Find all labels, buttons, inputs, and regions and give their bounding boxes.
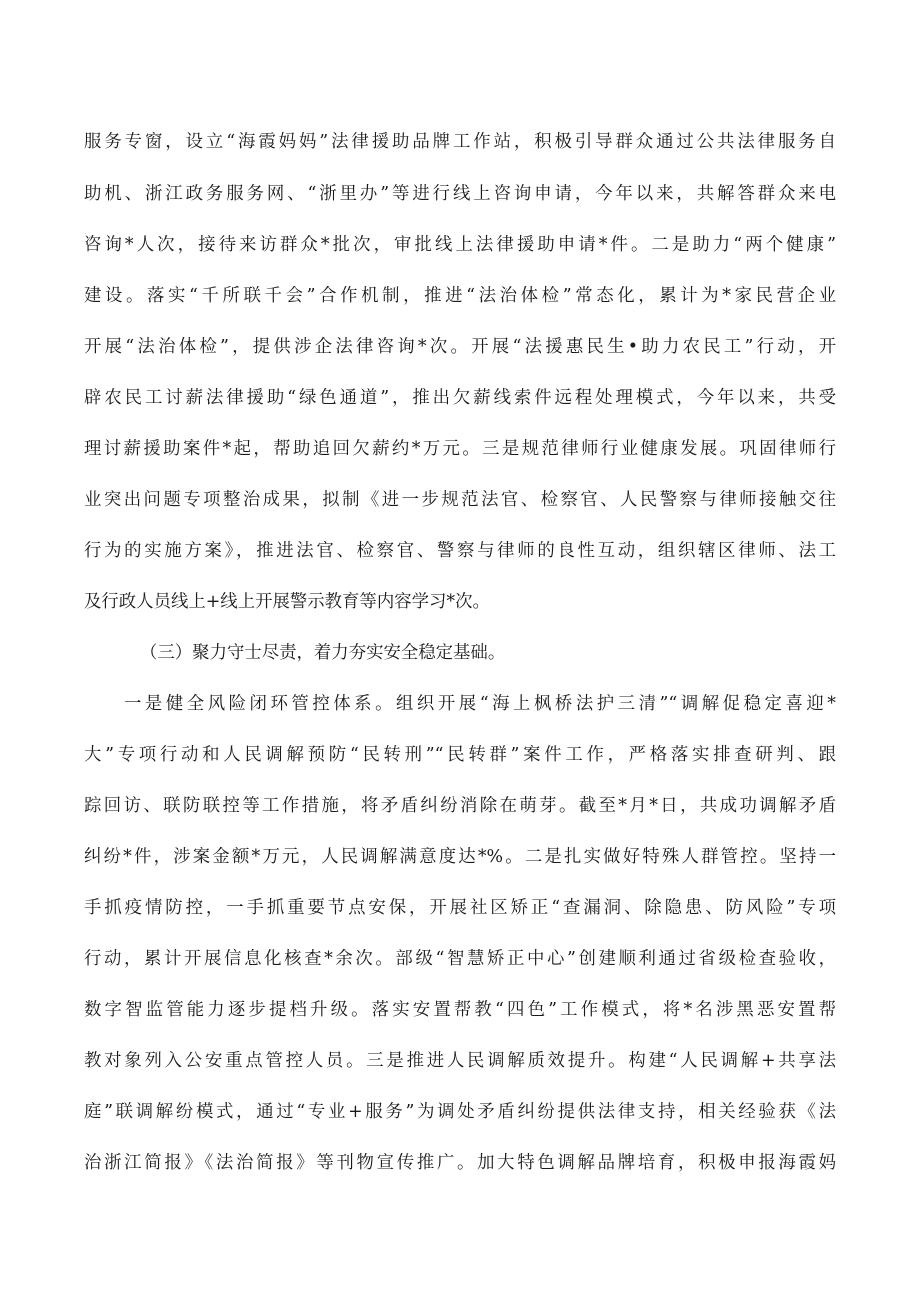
- paragraph-line: 理讨薪援助案件*起，帮助追回欠薪约*万元。三是规范律师行业健康发展。巩固律师行: [84, 439, 836, 459]
- paragraph-line: 咨询*人次，接待来访群众*批次，审批线上法律援助申请*件。二是助力“两个健康”: [84, 235, 836, 255]
- paragraph-line: 大”专项行动和人民调解预防“民转刑”“民转群”案件工作，严格落实排查研判、跟: [84, 745, 836, 765]
- paragraph-line: 一是健全风险闭环管控体系。组织开展“海上枫桥法护三清”“调解促稳定喜迎*: [124, 694, 836, 714]
- paragraph-line: 业突出问题专项整治成果，拟制《进一步规范法官、检察官、人民警察与律师接触交往: [84, 490, 836, 510]
- paragraph-line: 行为的实施方案》，推进法官、检察官、警察与律师的良性互动，组织辖区律师、法工: [84, 541, 836, 561]
- paragraph-line: 助机、浙江政务服务网、“浙里办”等进行线上咨询申请，今年以来，共解答群众来电: [84, 184, 836, 204]
- paragraph-line: 开展“法治体检”，提供涉企法律咨询*次。开展“法援惠民生•助力农民工”行动，开: [84, 337, 836, 357]
- paragraph-line: 庭”联调解纷模式，通过“专业+服务”为调处矛盾纠纷提供法律支持，相关经验获《法: [84, 1102, 836, 1122]
- paragraph-line: 及行政人员线上+线上开展警示教育等内容学习*次。: [84, 592, 490, 612]
- paragraph-line: 辟农民工讨薪法律援助“绿色通道”，推出欠薪线索件远程处理模式，今年以来，共受: [84, 388, 836, 408]
- paragraph-line: 治浙江简报》《法治简报》等刊物宣传推广。加大特色调解品牌培育，积极申报海霞妈: [84, 1153, 836, 1173]
- paragraph-line: 教对象列入公安重点管控人员。三是推进人民调解质效提升。构建“人民调解+共享法: [84, 1051, 836, 1071]
- paragraph-line: 踪回访、联防联控等工作措施，将矛盾纠纷消除在萌芽。截至*月*日，共成功调解矛盾: [84, 796, 836, 816]
- section-heading: （三）聚力守士尽责，着力夯实安全稳定基础。: [140, 643, 506, 663]
- paragraph-line: 行动，累计开展信息化核查*余次。部级“智慧矫正中心”创建顺利通过省级检查验收，: [84, 949, 836, 969]
- paragraph-line: 建设。落实“千所联千会”合作机制，推进“法治体检”常态化，累计为*家民营企业: [84, 286, 836, 306]
- paragraph-line: 服务专窗，设立“海霞妈妈”法律援助品牌工作站，积极引导群众通过公共法律服务自: [84, 132, 836, 152]
- paragraph-line: 数字智监管能力逐步提档升级。落实安置帮教“四色”工作模式，将*名涉黑恶安置帮: [84, 1000, 836, 1020]
- paragraph-line: 纠纷*件，涉案金额*万元，人民调解满意度达*%。二是扎实做好特殊人群管控。坚持一: [84, 847, 836, 867]
- paragraph-line: 手抓疫情防控，一手抓重要节点安保，开展社区矫正“查漏洞、除隐患、防风险”专项: [84, 898, 836, 918]
